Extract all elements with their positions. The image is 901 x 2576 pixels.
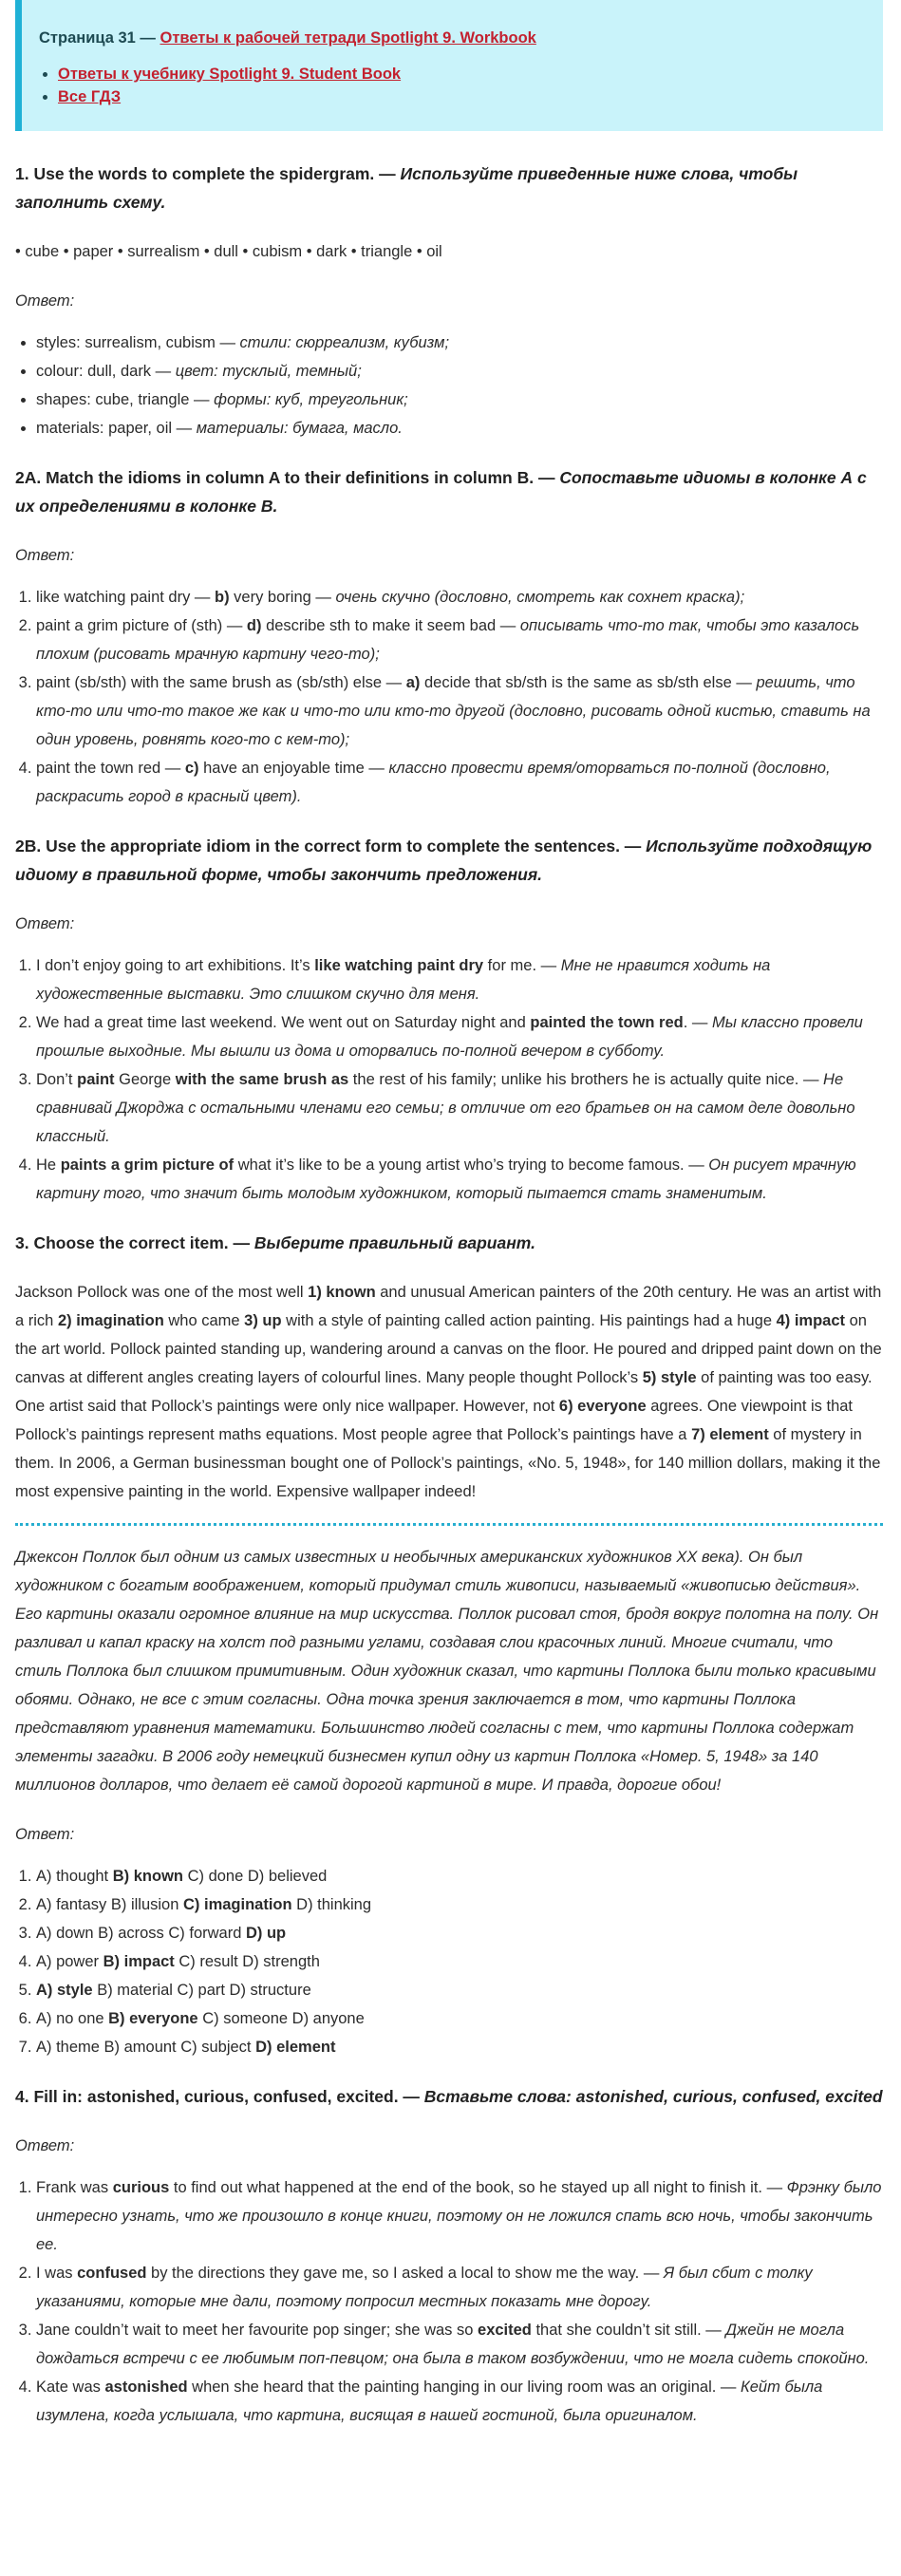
item-ru: формы: куб, треугольник; (214, 391, 408, 408)
list-item (36, 329, 883, 357)
correct-option: B) known (112, 1868, 183, 1885)
list-item (36, 2316, 883, 2373)
dotted-divider (15, 1523, 883, 1526)
option-text: C) done D) believed (182, 1868, 328, 1885)
text: who came (163, 1312, 245, 1329)
translation: Мы классно провели прошлые выходные. Мы вышли из дома и оторвались по-полной вечером в субботу. (36, 1014, 863, 1060)
exercise-3 (15, 1229, 883, 2061)
gap-answer: 2) imagination (57, 1312, 164, 1329)
idiom-answer: painted the town red (530, 1014, 684, 1031)
text: . — (683, 1014, 712, 1031)
title-ru: Сопоставьте идиомы в колонке А с их определениями в колонке В. (15, 468, 867, 516)
correct-option: C) imagination (182, 1896, 292, 1913)
answer-label: Ответ: (15, 547, 75, 564)
answer-label: Ответ: (15, 915, 75, 932)
answer-key: b) (215, 589, 230, 606)
translation: очень скучно (дословно, смотреть как сохнет краска); (335, 589, 745, 606)
text: to find out what happened at the end of the book, so he stayed up all night to finish it. — (169, 2179, 787, 2196)
list-item (36, 1890, 883, 1919)
list-item (36, 2033, 883, 2061)
idiom-answer: like watching paint dry (314, 957, 484, 974)
title-ru: Используйте подходящую идиому в правильной форме, чтобы закончить предложения. (15, 837, 873, 884)
text: Jane couldn’t wait to meet her favourite pop singer; she was so (36, 2322, 479, 2339)
definition: very boring — (229, 589, 336, 606)
all-gdz-link[interactable]: Все ГДЗ (58, 88, 122, 105)
correct-option: D) up (245, 1925, 287, 1942)
title-ru: Выберите правильный вариант. (253, 1233, 535, 1252)
workbook-link[interactable]: Ответы к рабочей тетради Spotlight 9. Workbook (160, 29, 536, 47)
gap-answer: 3) up (244, 1312, 282, 1329)
text: I don’t enjoy going to art exhibitions. It’s (36, 957, 315, 974)
text: He (36, 1156, 61, 1174)
answer-key: c) (184, 760, 199, 777)
option-text: A) no one (36, 2010, 109, 2027)
title-en: 1. Use the words to complete the spidergram. — (15, 164, 401, 183)
option-text: A) theme B) amount C) subject (36, 2039, 256, 2056)
list-item (36, 1151, 883, 1208)
main-content (15, 160, 883, 2451)
list-item (36, 357, 883, 385)
answer-list (15, 1862, 883, 2061)
idiom: paint (sb/sth) with the same brush as (sb/sth) else — (36, 674, 406, 691)
gap-answer: 7) element (691, 1426, 769, 1443)
exercise-2a (15, 463, 883, 811)
translation: описывать что-то так, чтобы это казалось плохим (рисовать мрачную картину чего-то); (36, 617, 860, 663)
gap-answer: 6) everyone (558, 1398, 647, 1415)
text: Frank was (36, 2179, 113, 2196)
answer-key: d) (246, 617, 262, 634)
text: George (114, 1071, 176, 1088)
text: Don’t (36, 1071, 78, 1088)
correct-option: B) impact (103, 1953, 175, 1970)
header-line (39, 27, 883, 49)
list-item (58, 63, 883, 85)
text: the rest of his family; unlike his brothers he is actually quite nice. — (348, 1071, 824, 1088)
list-item (58, 85, 883, 108)
list-item (36, 1065, 883, 1151)
idiom-answer: paint (77, 1071, 115, 1088)
list-item (36, 754, 883, 811)
list-item (36, 2259, 883, 2316)
answer-list (15, 951, 883, 1208)
list-item (36, 2004, 883, 2033)
option-text: A) thought (36, 1868, 113, 1885)
definition: decide that sb/sth is the same as sb/sth else — (420, 674, 757, 691)
translation-text: Джексон Поллок был одним из самых известных и необычных американских художников XX века). Он был художником с богатым воображением, который придумал стиль живописи, называемый «живописью действия». Его картины оказали огромное влияние на мир искусства. Поллок рисовал стоя, бродя вокруг полотна на полу. Он разливал и капал краску на холст под разными углами, создавая слои красочных линий. Многие считали, что стиль Поллока был слишком примитивным. Один художник сказал, что картины Поллока были только красивыми обоями. Однако, не все с этим согласны. Одна точка зрения заключается в том, что картины Поллока представляют уравнения математики. Большинство людей согласны с тем, что картины Поллока содержат элементы загадки. В 2006 году немецкий бизнесмен купил одну из картин Поллока «Номер. 5, 1948» за 140 миллионов долларов, что делает её самой дорогой картиной в мире. И правда, дорогие обои! (15, 1549, 879, 1794)
option-text: C) result D) strength (174, 1953, 320, 1970)
item-ru: стили: сюрреализм, кубизм; (239, 334, 450, 351)
list-item (36, 951, 883, 1008)
option-text: C) someone D) anyone (197, 2010, 365, 2027)
text: Kate was (36, 2379, 105, 2396)
translation: Не сравнивай Джорджа с остальными членами его семьи; в отличие от его братьев он на самом деле довольно классный. (36, 1071, 855, 1145)
translation: классно провести время/оторваться по-полной (дословно, раскрасить город в красный цвет). (36, 760, 831, 805)
title-en: 2B. Use the appropriate idiom in the correct form to complete the sentences. — (15, 837, 647, 856)
list-item (36, 1862, 883, 1890)
list-item (36, 2173, 883, 2259)
answer-label: Ответ: (15, 1826, 75, 1843)
list-item (36, 385, 883, 414)
list-item (36, 668, 883, 754)
word-bank: • cube • paper • surrealism • dull • cubism • dark • triangle • oil (15, 243, 442, 260)
gap-answer: 5) style (642, 1369, 697, 1386)
translation: Мне не нравится ходить на художественные выставки. Это слишком скучно для меня. (36, 957, 771, 1003)
definition: describe sth to make it seem bad — (261, 617, 520, 634)
correct-option: B) everyone (108, 2010, 198, 2027)
list-item (36, 2373, 883, 2430)
text: for me. — (483, 957, 561, 974)
idiom-answer: with the same brush as (175, 1071, 349, 1088)
list-item (36, 611, 883, 668)
answer-label: Ответ: (15, 292, 75, 310)
exercise-2a-title (15, 463, 883, 520)
filled-word: excited (478, 2322, 532, 2339)
exercise-2b-title (15, 832, 883, 889)
filled-word: astonished (104, 2379, 188, 2396)
answer-label: Ответ: (15, 2137, 75, 2154)
text: what it’s like to be a young artist who’s trying to become famous. — (234, 1156, 709, 1174)
correct-option: D) element (255, 2039, 336, 2056)
correct-option: A) style (36, 1982, 93, 1999)
option-text: B) material C) part D) structure (92, 1982, 311, 1999)
text: on the art world. Pollock painted standing up, wandering around a canvas on the floor. He poured and dripped paint down on the canvas at different angles creating layers of colourful lines. Many people thought Pollock’s (15, 1312, 882, 1386)
idiom: paint a grim picture of (sth) — (36, 617, 247, 634)
translation: Он рисует мрачную картину того, что значит быть молодым художником, который пытается стать знаменитым. (36, 1156, 856, 1202)
translation: Фрэнку было интересно узнать, что же произошло в конце книги, поэтому он не ложился спать всю ночь, чтобы закончить ее. (36, 2179, 882, 2253)
option-text: A) down B) across C) forward (36, 1925, 246, 1942)
text: by the directions they gave me, so I asked a local to show me the way. — (146, 2265, 664, 2282)
answer-list (15, 2173, 883, 2430)
filled-word: curious (112, 2179, 170, 2196)
item-ru: материалы: бумага, масло. (196, 420, 403, 437)
item-en: colour: dull, dark — (36, 363, 176, 380)
filled-word: confused (77, 2265, 147, 2282)
title-ru: Вставьте слова: astonished, curious, confused, excited (423, 2087, 883, 2106)
text: when she heard that the painting hanging in our living room was an original. — (187, 2379, 741, 2396)
option-text: D) thinking (291, 1896, 372, 1913)
exercise-2b (15, 832, 883, 1208)
item-en: materials: paper, oil — (36, 420, 197, 437)
idiom-answer: paints a grim picture of (60, 1156, 235, 1174)
item-en: shapes: cube, triangle — (36, 391, 215, 408)
title-en: 3. Choose the correct item. — (15, 1233, 254, 1252)
translation: Кейт была изумлена, когда услышала, что картина, висящая в нашей гостиной, была оригиналом. (36, 2379, 823, 2424)
translation: Я был сбит с толку указаниями, которые мне дали, поэтому попросил местных показать мне дорогу. (36, 2265, 813, 2310)
gap-answer: 1) known (308, 1284, 376, 1301)
text: and unusual American painters of the 20th century. He was an artist with a rich (15, 1284, 882, 1329)
list-item (36, 1008, 883, 1065)
text: of mystery in them. In 2006, a German businessman bought one of Pollock’s paintings, «No. 5, 1948», for 140 million dollars, making it the most expensive painting in the world. Expensive wallpaper indeed! (15, 1426, 881, 1500)
option-text: A) fantasy B) illusion (36, 1896, 183, 1913)
definition: have an enjoyable time — (198, 760, 389, 777)
answer-list (15, 329, 883, 442)
exercise-1 (15, 160, 883, 442)
title-ru: Используйте приведенные ниже слова, чтобы заполнить схему. (15, 164, 798, 212)
idiom: like watching paint dry — (36, 589, 216, 606)
exercise-3-title (15, 1229, 883, 1257)
header-links-list (39, 63, 883, 108)
text: I was (36, 2265, 78, 2282)
page-number-label: Страница 31 — (39, 29, 160, 47)
text: that she couldn’t sit still. — (531, 2322, 726, 2339)
list-item (36, 1947, 883, 1976)
title-en: 2A. Match the idioms in column A to their definitions in column B. — (15, 468, 560, 487)
exercise-1-title (15, 160, 883, 216)
student-book-link[interactable]: Ответы к учебнику Spotlight 9. Student Book (58, 66, 402, 83)
item-en: styles: surrealism, cubism — (36, 334, 240, 351)
title-en: 4. Fill in: astonished, curious, confused, excited. — (15, 2087, 424, 2106)
translation: решить, что кто-то или что-то такое же как и что-то или кто-то другой (дословно, рисовать одной кистью, ставить на один уровень, ровнять кого-то с кем-то); (36, 674, 871, 748)
translation: Джейн не могла дождаться встречи с ее любимым поп-певцом; она была в таком возбуждении, что не могла сидеть спокойно. (36, 2322, 870, 2367)
option-text: A) power (36, 1953, 103, 1970)
idiom: paint the town red — (36, 760, 185, 777)
exercise-4 (15, 2082, 883, 2430)
reading-text (15, 1278, 883, 1506)
list-item (36, 1919, 883, 1947)
list-item (36, 583, 883, 611)
text: agrees. One viewpoint is that Pollock’s paintings represent maths equations. Most people agree that Pollock’s paintings have a (15, 1398, 854, 1443)
exercise-4-title (15, 2082, 883, 2111)
list-item (36, 414, 883, 442)
header-panel (15, 0, 883, 131)
gap-answer: 4) impact (776, 1312, 846, 1329)
item-ru: цвет: тусклый, темный; (175, 363, 362, 380)
answer-list (15, 583, 883, 811)
answer-key: a) (405, 674, 421, 691)
text: We had a great time last weekend. We went out on Saturday night and (36, 1014, 531, 1031)
text: Jackson Pollock was one of the most well (15, 1284, 309, 1301)
list-item (36, 1976, 883, 2004)
text: of painting was too easy. One artist said that Pollock’s paintings were only nice wallpaper. However, not (15, 1369, 873, 1415)
text: with a style of painting called action painting. His paintings had a huge (281, 1312, 777, 1329)
